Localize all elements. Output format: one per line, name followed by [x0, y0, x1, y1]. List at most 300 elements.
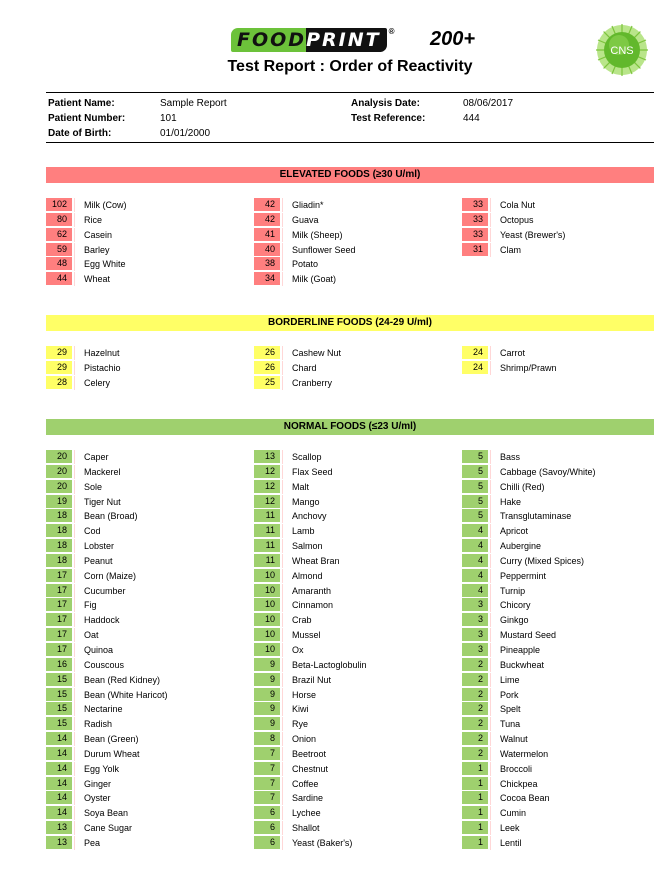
cell-separator — [74, 762, 75, 776]
food-name: Barley — [84, 244, 110, 255]
food-name: Lime — [500, 674, 520, 685]
food-name: Cod — [84, 526, 101, 537]
reactivity-value: 1 — [462, 806, 488, 819]
cell-separator — [74, 465, 75, 479]
cell-separator — [490, 598, 491, 612]
reactivity-value: 15 — [46, 702, 72, 715]
cell-separator — [282, 243, 283, 257]
cell-separator — [74, 613, 75, 627]
cell-separator — [490, 643, 491, 657]
cell-separator — [490, 480, 491, 494]
reactivity-value: 9 — [254, 658, 280, 671]
reactivity-value: 44 — [46, 272, 72, 285]
cell-separator — [74, 450, 75, 464]
cell-separator — [74, 821, 75, 835]
food-name: Tuna — [500, 719, 521, 730]
reactivity-value: 2 — [462, 702, 488, 715]
food-name: Cucumber — [84, 585, 126, 596]
cell-separator — [282, 613, 283, 627]
food-name: Shrimp/Prawn — [500, 362, 557, 373]
cell-separator — [74, 673, 75, 687]
cell-separator — [74, 524, 75, 538]
reactivity-value: 1 — [462, 821, 488, 834]
cell-separator — [282, 361, 283, 375]
reactivity-value: 5 — [462, 465, 488, 478]
reactivity-value: 20 — [46, 480, 72, 493]
food-name: Fig — [84, 600, 97, 611]
reactivity-value: 9 — [254, 688, 280, 701]
food-name: Lamb — [292, 526, 315, 537]
food-name: Salmon — [292, 541, 323, 552]
reactivity-value: 2 — [462, 717, 488, 730]
food-name: Almond — [292, 570, 323, 581]
reactivity-value: 29 — [46, 361, 72, 374]
food-name: Kiwi — [292, 704, 309, 715]
cell-separator — [74, 717, 75, 731]
cell-separator — [490, 732, 491, 746]
dob-value: 01/01/2000 — [160, 128, 211, 139]
food-name: Beta-Lactoglobulin — [292, 659, 367, 670]
reactivity-value: 18 — [46, 554, 72, 567]
reactivity-value: 20 — [46, 450, 72, 463]
reactivity-value: 2 — [462, 747, 488, 760]
reactivity-value: 18 — [46, 539, 72, 552]
reactivity-value: 15 — [46, 673, 72, 686]
cell-separator — [74, 376, 75, 390]
food-name: Mackerel — [84, 466, 121, 477]
cell-separator — [74, 361, 75, 375]
logo-suffix: 200+ — [430, 28, 476, 50]
cell-separator — [490, 361, 491, 375]
reactivity-value: 11 — [254, 509, 280, 522]
dob-label: Date of Birth: — [48, 128, 112, 139]
cell-separator — [74, 272, 75, 286]
food-name: Ginkgo — [500, 615, 529, 626]
food-name: Caper — [84, 452, 109, 462]
cell-separator — [282, 539, 283, 553]
reactivity-value: 2 — [462, 658, 488, 671]
cell-separator — [74, 732, 75, 746]
cell-separator — [490, 658, 491, 672]
food-name: Celery — [84, 377, 111, 388]
food-name: Hazelnut — [84, 348, 120, 358]
reactivity-value: 19 — [46, 495, 72, 508]
food-name: Mango — [292, 496, 320, 507]
reactivity-value: 7 — [254, 762, 280, 775]
reactivity-value: 12 — [254, 480, 280, 493]
reactivity-value: 10 — [254, 598, 280, 611]
cell-separator — [490, 777, 491, 791]
food-name: Quinoa — [84, 644, 114, 655]
reactivity-value: 3 — [462, 643, 488, 656]
cell-separator — [490, 213, 491, 227]
logo-wordmark — [231, 28, 387, 52]
food-name: Cabbage (Savoy/White) — [500, 466, 596, 477]
cell-separator — [282, 272, 283, 286]
reactivity-value: 2 — [462, 688, 488, 701]
food-name: Horse — [292, 689, 317, 700]
cell-separator — [74, 628, 75, 642]
reactivity-value: 59 — [46, 243, 72, 256]
cell-separator — [282, 495, 283, 509]
reactivity-value: 14 — [46, 762, 72, 775]
cell-separator — [74, 702, 75, 716]
patient-name-label: Patient Name: — [48, 98, 115, 109]
food-name: Milk (Cow) — [84, 200, 127, 210]
normal-foods-header: NORMAL FOODS (≤23 U/ml) — [46, 419, 654, 435]
reactivity-value: 6 — [254, 821, 280, 834]
cns-badge-icon — [596, 24, 648, 76]
food-name: Flax Seed — [292, 466, 333, 477]
cell-separator — [282, 688, 283, 702]
food-name: Bean (Red Kidney) — [84, 674, 161, 685]
food-name: Milk (Sheep) — [292, 229, 343, 240]
cell-separator — [490, 465, 491, 479]
reactivity-value: 14 — [46, 791, 72, 804]
food-name: Wheat Bran — [292, 555, 340, 566]
food-name: Octopus — [500, 214, 534, 225]
cell-separator — [282, 465, 283, 479]
reactivity-value: 9 — [254, 717, 280, 730]
food-name: Brazil Nut — [292, 674, 332, 685]
cell-separator — [490, 836, 491, 850]
reactivity-value: 41 — [254, 228, 280, 241]
cell-separator — [74, 495, 75, 509]
reactivity-value: 4 — [462, 539, 488, 552]
reactivity-value: 13 — [46, 836, 72, 849]
food-name: Lobster — [84, 541, 115, 552]
reactivity-value: 14 — [46, 747, 72, 760]
food-name: Lentil — [500, 837, 522, 848]
cell-separator — [74, 228, 75, 242]
food-name: Pea — [84, 837, 101, 848]
reactivity-value: 24 — [462, 361, 488, 374]
reactivity-value: 11 — [254, 539, 280, 552]
cell-separator — [490, 539, 491, 553]
food-name: Haddock — [84, 615, 120, 626]
food-name: Soya Bean — [84, 808, 129, 819]
food-name: Milk (Goat) — [292, 274, 337, 285]
cell-separator — [282, 213, 283, 227]
food-name: Bean (Broad) — [84, 511, 138, 522]
cell-separator — [74, 480, 75, 494]
cell-separator — [282, 673, 283, 687]
test-reference-value: 444 — [463, 113, 480, 124]
food-name: Rye — [292, 719, 309, 730]
cell-separator — [282, 598, 283, 612]
cell-separator — [282, 791, 283, 805]
reactivity-value: 1 — [462, 836, 488, 849]
food-name: Crab — [292, 615, 312, 626]
reactivity-value: 5 — [462, 495, 488, 508]
reactivity-value: 15 — [46, 688, 72, 701]
cell-separator — [490, 569, 491, 583]
cell-separator — [74, 213, 75, 227]
reactivity-value: 17 — [46, 569, 72, 582]
test-reference-label: Test Reference: — [351, 113, 426, 124]
cell-separator — [490, 673, 491, 687]
reactivity-value: 3 — [462, 598, 488, 611]
food-name: Spelt — [500, 704, 521, 715]
cell-separator — [282, 762, 283, 776]
logo-print-text: PRINT — [306, 29, 381, 51]
reactivity-value: 102 — [46, 198, 72, 211]
cell-separator — [490, 243, 491, 257]
cell-separator — [282, 228, 283, 242]
cell-separator — [282, 747, 283, 761]
food-name: Watermelon — [500, 748, 549, 759]
food-name: Bass — [500, 452, 521, 462]
cell-separator — [490, 198, 491, 212]
food-name: Aubergine — [500, 541, 542, 552]
food-name: Cashew Nut — [292, 348, 342, 358]
food-name: Transglutaminase — [500, 511, 572, 522]
borderline-foods-header: BORDERLINE FOODS (24-29 U/ml) — [46, 315, 654, 331]
cell-separator — [282, 643, 283, 657]
reactivity-value: 5 — [462, 480, 488, 493]
reactivity-value: 17 — [46, 598, 72, 611]
report-header — [0, 0, 668, 90]
cell-separator — [74, 198, 75, 212]
food-name: Hake — [500, 496, 522, 507]
food-name: Amaranth — [292, 585, 332, 596]
reactivity-value: 10 — [254, 613, 280, 626]
reactivity-value: 10 — [254, 628, 280, 641]
reactivity-value: 2 — [462, 732, 488, 745]
reactivity-value: 7 — [254, 791, 280, 804]
reactivity-value: 33 — [462, 228, 488, 241]
cell-separator — [74, 598, 75, 612]
food-name: Sardine — [292, 793, 324, 804]
food-name: Walnut — [500, 734, 528, 745]
cell-separator — [282, 480, 283, 494]
cell-separator — [74, 643, 75, 657]
food-name: Pistachio — [84, 362, 121, 373]
reactivity-value: 16 — [46, 658, 72, 671]
cell-separator — [490, 628, 491, 642]
food-name: Leek — [500, 823, 520, 834]
reactivity-value: 7 — [254, 777, 280, 790]
food-name: Potato — [292, 259, 319, 270]
food-name: Oat — [84, 630, 99, 641]
cell-separator — [282, 257, 283, 271]
reactivity-value: 33 — [462, 213, 488, 226]
cell-separator — [282, 554, 283, 568]
reactivity-value: 26 — [254, 346, 280, 359]
food-name: Shallot — [292, 823, 320, 834]
reactivity-value: 1 — [462, 791, 488, 804]
food-name: Yeast (Brewer's) — [500, 229, 566, 240]
reactivity-value: 5 — [462, 509, 488, 522]
food-name: Rice — [84, 214, 103, 225]
food-name: Curry (Mixed Spices) — [500, 555, 585, 566]
cell-separator — [282, 584, 283, 598]
food-name: Broccoli — [500, 763, 533, 774]
cell-separator — [74, 584, 75, 598]
food-name: Radish — [84, 719, 113, 730]
cell-separator — [282, 836, 283, 850]
reactivity-value: 34 — [254, 272, 280, 285]
cell-separator — [282, 524, 283, 538]
cell-separator — [74, 688, 75, 702]
food-name: Chard — [292, 362, 317, 373]
cell-separator — [282, 346, 283, 360]
reactivity-value: 7 — [254, 747, 280, 760]
cell-separator — [282, 509, 283, 523]
reactivity-value: 80 — [46, 213, 72, 226]
reactivity-value: 13 — [254, 450, 280, 463]
patient-name-value: Sample Report — [160, 98, 227, 109]
reactivity-value: 9 — [254, 673, 280, 686]
food-name: Carrot — [500, 348, 526, 358]
cell-separator — [282, 717, 283, 731]
reactivity-value: 10 — [254, 643, 280, 656]
reactivity-value: 20 — [46, 465, 72, 478]
cell-separator — [282, 777, 283, 791]
food-name: Tiger Nut — [84, 496, 121, 507]
cell-separator — [282, 628, 283, 642]
cell-separator — [490, 495, 491, 509]
cell-separator — [282, 198, 283, 212]
foodprint-logo — [231, 27, 394, 53]
reactivity-value: 11 — [254, 524, 280, 537]
reactivity-value: 2 — [462, 673, 488, 686]
reactivity-value: 42 — [254, 213, 280, 226]
reactivity-value: 14 — [46, 732, 72, 745]
analysis-date-value: 08/06/2017 — [463, 98, 514, 109]
reactivity-value: 6 — [254, 836, 280, 849]
reactivity-value: 29 — [46, 346, 72, 359]
cell-separator — [490, 702, 491, 716]
food-name: Chickpea — [500, 778, 538, 789]
cell-separator — [74, 539, 75, 553]
food-name: Apricot — [500, 526, 529, 537]
cell-separator — [74, 806, 75, 820]
food-name: Sunflower Seed — [292, 244, 356, 255]
cell-separator — [490, 791, 491, 805]
reactivity-value: 5 — [462, 450, 488, 463]
food-name: Guava — [292, 214, 319, 225]
food-name: Onion — [292, 734, 317, 745]
cell-separator — [490, 747, 491, 761]
reactivity-value: 4 — [462, 569, 488, 582]
food-name: Chicory — [500, 600, 531, 611]
food-name: Corn (Maize) — [84, 570, 137, 581]
food-name: Gliadin* — [292, 200, 324, 210]
reactivity-value: 14 — [46, 806, 72, 819]
cell-separator — [490, 806, 491, 820]
food-name: Casein — [84, 229, 113, 240]
reactivity-value: 4 — [462, 554, 488, 567]
cell-separator — [282, 732, 283, 746]
cell-separator — [282, 821, 283, 835]
reactivity-value: 42 — [254, 198, 280, 211]
food-name: Yeast (Baker's) — [292, 837, 353, 848]
food-name: Cane Sugar — [84, 823, 133, 834]
cell-separator — [74, 791, 75, 805]
reactivity-value: 11 — [254, 554, 280, 567]
reactivity-value: 18 — [46, 509, 72, 522]
cell-separator — [490, 613, 491, 627]
food-name: Cranberry — [292, 377, 333, 388]
reactivity-value: 18 — [46, 524, 72, 537]
cell-separator — [490, 821, 491, 835]
food-name: Egg Yolk — [84, 763, 120, 774]
cell-separator — [74, 509, 75, 523]
reactivity-value: 1 — [462, 762, 488, 775]
food-name: Clam — [500, 244, 522, 255]
cell-separator — [282, 702, 283, 716]
cell-separator — [74, 243, 75, 257]
food-name: Beetroot — [292, 748, 327, 759]
reactivity-value: 1 — [462, 777, 488, 790]
cell-separator — [282, 450, 283, 464]
reactivity-value: 12 — [254, 465, 280, 478]
reactivity-value: 13 — [46, 821, 72, 834]
header-divider — [46, 92, 654, 93]
reactivity-value: 15 — [46, 717, 72, 730]
registered-mark: ® — [388, 27, 395, 36]
food-name: Buckwheat — [500, 659, 545, 670]
reactivity-value: 17 — [46, 613, 72, 626]
patient-number-value: 101 — [160, 113, 177, 124]
reactivity-value: 24 — [462, 346, 488, 359]
food-name: Egg White — [84, 259, 126, 270]
food-name: Coffee — [292, 778, 319, 789]
food-name: Couscous — [84, 659, 125, 670]
reactivity-value: 33 — [462, 198, 488, 211]
cell-separator — [282, 806, 283, 820]
reactivity-value: 25 — [254, 376, 280, 389]
cell-separator — [282, 658, 283, 672]
reactivity-value: 26 — [254, 361, 280, 374]
patient-number-label: Patient Number: — [48, 113, 126, 124]
reactivity-value: 38 — [254, 257, 280, 270]
food-name: Oyster — [84, 793, 111, 804]
reactivity-value: 3 — [462, 628, 488, 641]
cell-separator — [282, 376, 283, 390]
food-name: Lychee — [292, 808, 321, 819]
food-name: Anchovy — [292, 511, 327, 522]
food-name: Cocoa Bean — [500, 793, 550, 804]
food-name: Pork — [500, 689, 519, 700]
food-name: Peanut — [84, 555, 113, 566]
food-name: Scallop — [292, 452, 322, 462]
food-name: Cumin — [500, 808, 527, 819]
food-name: Malt — [292, 481, 310, 492]
cell-separator — [74, 569, 75, 583]
reactivity-value: 3 — [462, 613, 488, 626]
reactivity-value: 14 — [46, 777, 72, 790]
reactivity-value: 9 — [254, 702, 280, 715]
reactivity-value: 6 — [254, 806, 280, 819]
cell-separator — [490, 717, 491, 731]
reactivity-value: 4 — [462, 584, 488, 597]
food-name: Nectarine — [84, 704, 123, 715]
logo-food-text: FOOD — [237, 29, 307, 51]
reactivity-value: 17 — [46, 628, 72, 641]
food-name: Mussel — [292, 630, 321, 641]
analysis-date-label: Analysis Date: — [351, 98, 420, 109]
cell-separator — [74, 346, 75, 360]
cell-separator — [74, 777, 75, 791]
food-name: Mustard Seed — [500, 630, 557, 641]
reactivity-value: 10 — [254, 569, 280, 582]
cell-separator — [490, 688, 491, 702]
cell-separator — [282, 569, 283, 583]
food-name: Peppermint — [500, 570, 547, 581]
cell-separator — [74, 257, 75, 271]
